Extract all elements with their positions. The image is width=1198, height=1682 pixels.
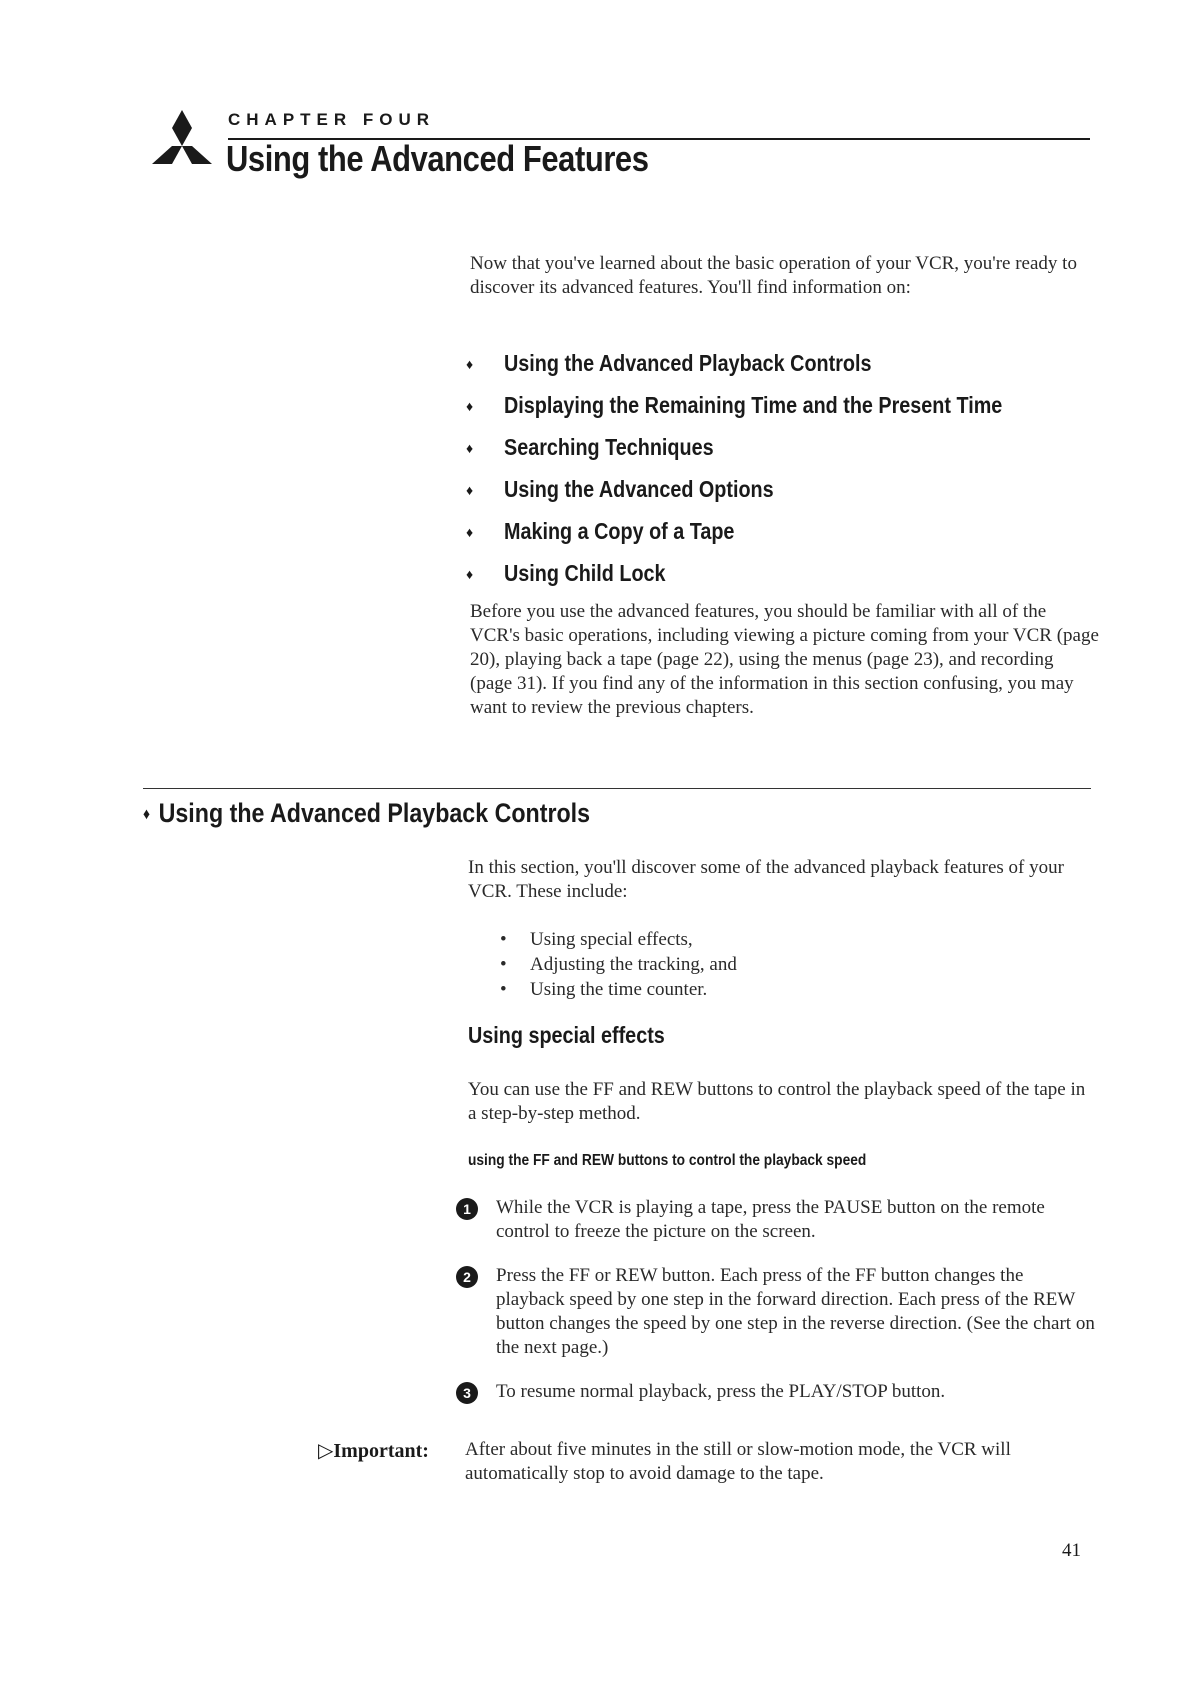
topic-label: Using Child Lock — [504, 560, 666, 586]
section-heading-text: Using the Advanced Playback Controls — [158, 798, 591, 828]
step-text: Press the FF or REW button. Each press of the FF button changes the playback speed by one step in the forward direction. Each press of the REW button changes the speed by one step in the reverse direction. (See the chart on the next page.) — [496, 1265, 1095, 1358]
topic-label: Displaying the Remaining Time and the Present Time — [504, 392, 1003, 418]
diamond-bullet-icon: ♦ — [466, 440, 474, 456]
subsection-heading: Using special effects — [468, 1022, 665, 1048]
step-number-icon: 1 — [456, 1198, 478, 1220]
section-heading — [143, 798, 590, 829]
feature-bullet-list — [500, 928, 737, 1003]
topic-item — [466, 560, 1086, 602]
chapter-label: CHAPTER FOUR — [228, 110, 436, 129]
important-label: ▷Important: — [318, 1440, 429, 1462]
section-divider — [143, 788, 1091, 789]
bullet-dot-icon: • — [500, 954, 507, 975]
section-intro-paragraph: In this section, you'll discover some of the advanced playback features of your VCR. These include: — [468, 857, 1064, 902]
step-item — [456, 1264, 1096, 1360]
diamond-bullet-icon: ♦ — [466, 566, 474, 582]
brand-logo-icon — [150, 108, 214, 172]
list-item — [500, 928, 737, 953]
topic-item — [466, 476, 1086, 518]
step-item — [456, 1380, 1096, 1404]
diamond-bullet-icon: ♦ — [466, 524, 474, 540]
step-item — [456, 1196, 1096, 1244]
page-number: 41 — [1062, 1540, 1081, 1561]
diamond-bullet-icon: ♦ — [466, 398, 474, 414]
topic-list — [466, 350, 1086, 602]
list-item-text: Using the time counter. — [530, 979, 708, 1000]
diamond-bullet-icon: ♦ — [143, 806, 151, 823]
intro-paragraph: Now that you've learned about the basic operation of your VCR, you're ready to discover its advanced features. You'll find information on: — [470, 253, 1077, 298]
list-item — [500, 953, 737, 978]
topic-item — [466, 518, 1086, 560]
topic-item — [466, 350, 1086, 392]
topic-label: Making a Copy of a Tape — [504, 518, 735, 544]
bullet-dot-icon: • — [500, 979, 507, 1000]
procedure-steps — [456, 1196, 1096, 1424]
prerequisites-paragraph: Before you use the advanced features, you should be familiar with all of the VCR's basic operations, including viewing a picture coming from your VCR (page 20), playing back a tape (page 22), using the menus (page 23), and recording (page 31). If you find any of the information in this section confusing, you may want to review the previous chapters. — [470, 601, 1099, 718]
list-item-text: Using special effects, — [530, 929, 693, 950]
bullet-dot-icon: • — [500, 929, 507, 950]
step-text: While the VCR is playing a tape, press the PAUSE button on the remote control to freeze the picture on the screen. — [496, 1197, 1045, 1242]
topic-item — [466, 392, 1086, 434]
topic-label: Using the Advanced Options — [504, 476, 774, 502]
subsection-paragraph: You can use the FF and REW buttons to control the playback speed of the tape in a step-by-step method. — [468, 1079, 1086, 1124]
step-text: To resume normal playback, press the PLAY/STOP button. — [496, 1381, 946, 1402]
step-number-icon: 2 — [456, 1266, 478, 1288]
topic-label: Using the Advanced Playback Controls — [504, 350, 872, 376]
list-item-text: Adjusting the tracking, and — [530, 954, 737, 975]
topic-label: Searching Techniques — [504, 434, 714, 460]
important-note: After about five minutes in the still or slow-motion mode, the VCR will automatically stop to avoid damage to the tape. — [465, 1439, 1011, 1484]
procedure-caption: using the FF and REW buttons to control the playback speed — [468, 1152, 867, 1169]
step-number-icon: 3 — [456, 1382, 478, 1404]
list-item — [500, 978, 737, 1003]
page-title: Using the Advanced Features — [226, 138, 649, 179]
topic-item — [466, 434, 1086, 476]
diamond-bullet-icon: ♦ — [466, 482, 474, 498]
diamond-bullet-icon: ♦ — [466, 356, 474, 372]
